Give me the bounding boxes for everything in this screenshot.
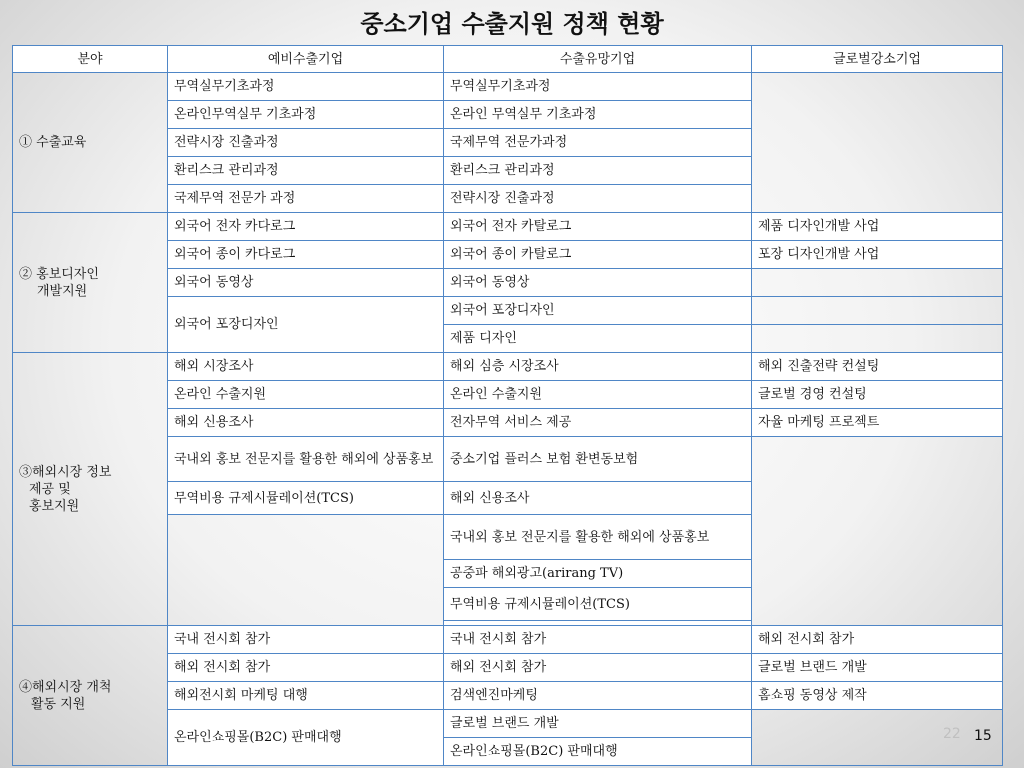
cell-global-empty (752, 437, 1003, 626)
cell-promising-export: 해외 심층 시장조사 (444, 353, 752, 381)
cell-pre-export: 해외 신용조사 (168, 409, 444, 437)
cell-promising-export: 온라인쇼핑몰(B2C) 판매대행 (444, 738, 752, 766)
cell-global: 해외 전시회 참가 (752, 626, 1003, 654)
cell-promising-export: 외국어 종이 카탈로그 (444, 241, 752, 269)
policy-table (12, 45, 1003, 766)
cell-promising-export: 외국어 포장디자인 (444, 297, 752, 325)
cell-global-empty (752, 269, 1003, 297)
cell-promising-export: 해외 신용조사 (444, 482, 752, 515)
cell-pre-export-empty (168, 515, 444, 626)
table-row (13, 73, 1003, 101)
cell-pre-export: 외국어 전자 카다로그 (168, 213, 444, 241)
table-row (13, 626, 1003, 654)
category-market-pioneering (13, 626, 168, 766)
category-label: ④해외시장 개척 (19, 679, 112, 695)
cell-global: 자율 마케팅 프로젝트 (752, 409, 1003, 437)
cell-promising-export: 온라인 수출지원 (444, 381, 752, 409)
cell-pre-export: 온라인무역실무 기초과정 (168, 101, 444, 129)
cell-global-empty (752, 710, 1003, 766)
cell-global: 글로벌 경영 컨설팅 (752, 381, 1003, 409)
page-number-ghost: 22 (943, 726, 961, 742)
table-row (13, 353, 1003, 381)
header-pre-export: 예비수출기업 (168, 46, 444, 73)
cell-global: 홈쇼핑 동영상 제작 (752, 682, 1003, 710)
cell-promising-export: 글로벌 브랜드 개발 (444, 710, 752, 738)
header-promising-export: 수출유망기업 (444, 46, 752, 73)
cell-promising-export: 온라인 무역실무 기초과정 (444, 101, 752, 129)
cell-pre-export: 해외 전시회 참가 (168, 654, 444, 682)
category-label: 개발지원 (37, 283, 88, 299)
table-row (13, 213, 1003, 241)
slide-title: 중소기업 수출지원 정책 현황 (360, 10, 664, 38)
category-market-info (13, 353, 168, 626)
cell-global-empty (752, 325, 1003, 353)
cell-pre-export: 외국어 포장디자인 (168, 297, 444, 353)
category-label: 제공 및 (29, 481, 71, 497)
category-label: ② 홍보디자인 (19, 266, 99, 282)
cell-promising-export: 무역실무기초과정 (444, 73, 752, 101)
category-label: 홍보지원 (29, 498, 80, 514)
category-label: 활동 지원 (31, 696, 86, 712)
cell-global: 제품 디자인개발 사업 (752, 213, 1003, 241)
cell-promising-export: 전자무역 서비스 제공 (444, 409, 752, 437)
cell-global: 글로벌 브랜드 개발 (752, 654, 1003, 682)
cell-promising-export: 국내외 홍보 전문지를 활용한 해외에 상품홍보 (444, 515, 752, 560)
cell-global-empty (752, 73, 1003, 213)
cell-promising-export: 중소기업 플러스 보험 환변동보험 (444, 437, 752, 482)
category-export-education (13, 73, 168, 213)
cell-promising-export: 공중파 해외광고(arirang TV) (444, 560, 752, 588)
cell-promising-export: 검색엔진마케팅 (444, 682, 752, 710)
header-field: 분야 (13, 46, 168, 73)
cell-promising-export: 국내 전시회 참가 (444, 626, 752, 654)
cell-promising-export: 외국어 전자 카탈로그 (444, 213, 752, 241)
header-row (13, 46, 1003, 73)
cell-pre-export: 무역실무기초과정 (168, 73, 444, 101)
cell-pre-export: 해외전시회 마케팅 대행 (168, 682, 444, 710)
page-number: 15 (974, 728, 992, 744)
cell-promising-export: 환리스크 관리과정 (444, 157, 752, 185)
cell-promising-export: 국제무역 전문가과정 (444, 129, 752, 157)
category-design-support (13, 213, 168, 353)
cell-promising-export: 전략시장 진출과정 (444, 185, 752, 213)
cell-promising-export: 무역비용 규제시뮬레이션(TCS) (444, 588, 752, 621)
cell-pre-export: 국내 전시회 참가 (168, 626, 444, 654)
cell-pre-export: 외국어 종이 카다로그 (168, 241, 444, 269)
cell-pre-export: 환리스크 관리과정 (168, 157, 444, 185)
cell-pre-export: 온라인 수출지원 (168, 381, 444, 409)
cell-promising-export: 해외 전시회 참가 (444, 654, 752, 682)
cell-pre-export: 국제무역 전문가 과정 (168, 185, 444, 213)
cell-pre-export: 해외 시장조사 (168, 353, 444, 381)
cell-pre-export: 국내외 홍보 전문지를 활용한 해외에 상품홍보 (168, 437, 444, 482)
cell-global: 포장 디자인개발 사업 (752, 241, 1003, 269)
cell-promising-export: 외국어 동영상 (444, 269, 752, 297)
cell-pre-export: 온라인쇼핑몰(B2C) 판매대행 (168, 710, 444, 766)
cell-promising-export: 제품 디자인 (444, 325, 752, 353)
cell-pre-export: 무역비용 규제시뮬레이션(TCS) (168, 482, 444, 515)
category-label: ③해외시장 정보 (19, 464, 112, 480)
header-global-strong: 글로벌강소기업 (752, 46, 1003, 73)
cell-pre-export: 외국어 동영상 (168, 269, 444, 297)
cell-pre-export: 전략시장 진출과정 (168, 129, 444, 157)
category-label: ① 수출교육 (19, 135, 87, 150)
cell-global-empty (752, 297, 1003, 325)
cell-global: 해외 진출전략 컨설팅 (752, 353, 1003, 381)
